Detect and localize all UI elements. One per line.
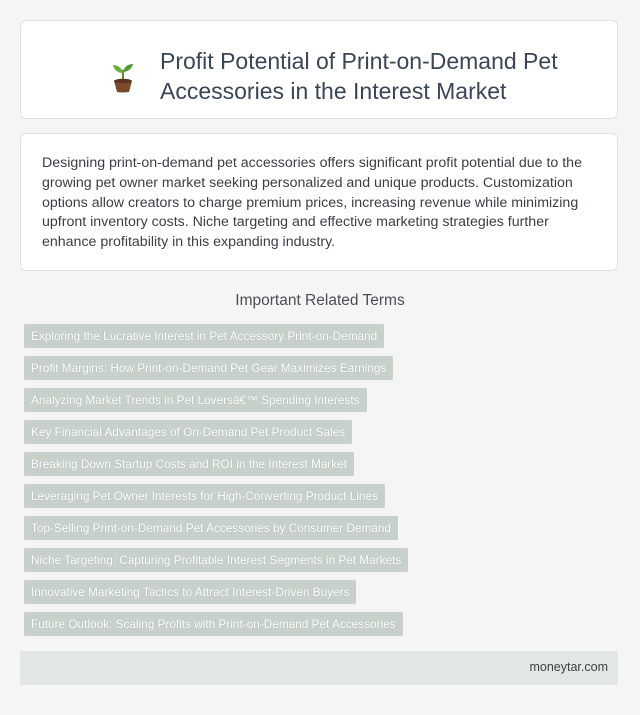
related-term-tag[interactable]: Analyzing Market Trends in Pet Loversâ€™ Spending Interests bbox=[24, 388, 367, 412]
related-term-tag[interactable]: Key Financial Advantages of On-Demand Pet Product Sales bbox=[24, 420, 352, 444]
related-term-tag[interactable]: Innovative Marketing Tactics to Attract Interest-Driven Buyers bbox=[24, 580, 356, 604]
related-term-tag[interactable]: Profit Margins: How Print-on-Demand Pet Gear Maximizes Earnings bbox=[24, 356, 393, 380]
related-term-tag[interactable]: Future Outlook: Scaling Profits with Print-on-Demand Pet Accessories bbox=[24, 612, 403, 636]
footer-site-link[interactable]: moneytar.com bbox=[529, 660, 608, 674]
related-term-tag[interactable]: Niche Targeting: Capturing Profitable Interest Segments in Pet Markets bbox=[24, 548, 408, 572]
page-title: Profit Potential of Print-on-Demand Pet Accessories in the Interest Market bbox=[160, 48, 558, 104]
related-term-tag[interactable]: Exploring the Lucrative Interest in Pet Accessory Print-on-Demand bbox=[24, 324, 384, 348]
related-terms-list bbox=[24, 324, 624, 644]
related-terms-heading: Important Related Terms bbox=[235, 292, 405, 309]
related-term-tag[interactable]: Leveraging Pet Owner Interests for High-Converting Product Lines bbox=[24, 484, 385, 508]
summary-card bbox=[20, 133, 618, 271]
title-card bbox=[20, 20, 618, 119]
sprout-icon bbox=[109, 63, 137, 93]
related-term-tag[interactable]: Breaking Down Startup Costs and ROI in the Interest Market bbox=[24, 452, 354, 476]
summary-text: Designing print-on-demand pet accessories offers significant profit potential due to the growing pet owner market seeking personalized and unique products. Customization options allow creators to charge premium prices, increasing revenue while minimizing upfront inventory costs. Niche targeting and effective marketing strategies further enhance profitability in this expanding industry. bbox=[42, 155, 582, 251]
related-term-tag[interactable]: Top-Selling Print-on-Demand Pet Accessories by Consumer Demand bbox=[24, 516, 398, 540]
footer bbox=[20, 651, 618, 685]
